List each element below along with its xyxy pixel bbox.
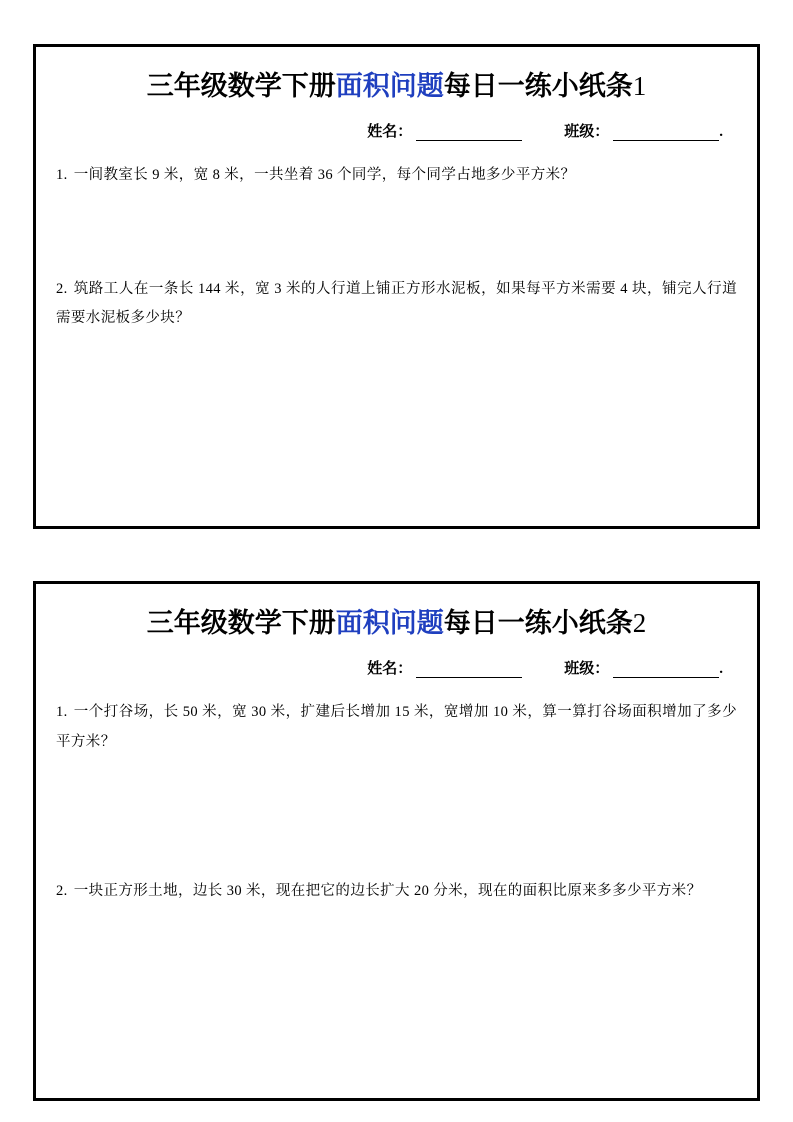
worksheet-2-class-label: 班级：: [564, 661, 610, 678]
worksheet-2-trailing-dot: .: [719, 661, 723, 678]
worksheet-2-question-1: [56, 698, 737, 757]
worksheet-2-question-1-text: 一个打谷场，长 50 米，宽 30 米，扩建后长增加 15 米，宽增加 10 米，算一算打谷场面积增加了多少平方米？: [56, 704, 737, 750]
worksheet-2-question-2-number: 2.: [56, 883, 68, 900]
worksheet-2-questions: [56, 698, 737, 1027]
worksheet-1-question-1: [56, 161, 737, 191]
worksheet-1-questions: [56, 161, 737, 454]
worksheet-2-title-number: 2: [632, 608, 647, 638]
worksheet-2-title-prefix: 三年级数学下册: [146, 608, 336, 638]
worksheet-2-title-suffix: 每日一练小纸条: [443, 608, 633, 638]
worksheet-1-title-number: 1: [632, 71, 647, 101]
worksheet-2-meta-row: [56, 657, 737, 678]
worksheet-1-question-2-number: 2.: [56, 280, 68, 297]
worksheet-2-name-field[interactable]: [367, 657, 522, 678]
worksheet-1-trailing-dot: .: [719, 124, 723, 141]
worksheet-1-name-field[interactable]: [367, 120, 522, 141]
worksheet-1-question-2-text: 筑路工人在一条长 144 米，宽 3 米的人行道上铺正方形水泥板，如果每平方米需要 4 块，铺完人行道需要水泥板多少块？: [56, 280, 737, 327]
worksheet-2-question-2: [56, 877, 737, 907]
worksheet-2-class-blank[interactable]: [613, 663, 719, 678]
worksheet-1-class-field[interactable]: [564, 120, 723, 141]
worksheet-2-question-1-number: 1.: [56, 704, 68, 721]
worksheet-1: [33, 44, 760, 529]
worksheet-1-name-blank[interactable]: [416, 126, 522, 141]
worksheet-2-class-field[interactable]: [564, 657, 723, 678]
worksheet-1-question-2: [56, 275, 737, 334]
worksheet-1-meta-row: [56, 120, 737, 141]
worksheet-2-title-highlight: 面积问题: [335, 608, 444, 638]
worksheet-1-title-highlight: 面积问题: [335, 71, 444, 101]
worksheet-2-answer-space-1[interactable]: [56, 757, 737, 877]
worksheet-1-class-label: 班级：: [564, 124, 610, 141]
worksheet-1-question-1-number: 1.: [56, 167, 68, 184]
worksheet-2-name-label: 姓名：: [367, 661, 413, 678]
worksheet-2-name-blank[interactable]: [416, 663, 522, 678]
worksheet-2-title: [56, 608, 737, 639]
worksheet-2-answer-space-2[interactable]: [56, 907, 737, 1027]
worksheet-1-name-label: 姓名：: [367, 124, 413, 141]
worksheet-2-question-2-text: 一块正方形土地，边长 30 米，现在把它的边长扩大 20 分米，现在的面积比原来多多少平方米？: [73, 883, 702, 900]
worksheet-1-question-1-text: 一间教室长 9 米，宽 8 米，一共坐着 36 个同学，每个同学占地多少平方米？: [73, 167, 576, 184]
worksheet-1-answer-space-1[interactable]: [56, 191, 737, 275]
worksheet-2: [33, 581, 760, 1101]
worksheet-1-answer-space-2[interactable]: [56, 334, 737, 454]
worksheet-1-class-blank[interactable]: [613, 126, 719, 141]
worksheet-1-title: [56, 71, 737, 102]
worksheet-1-title-suffix: 每日一练小纸条: [443, 71, 633, 101]
worksheet-1-title-prefix: 三年级数学下册: [146, 71, 336, 101]
